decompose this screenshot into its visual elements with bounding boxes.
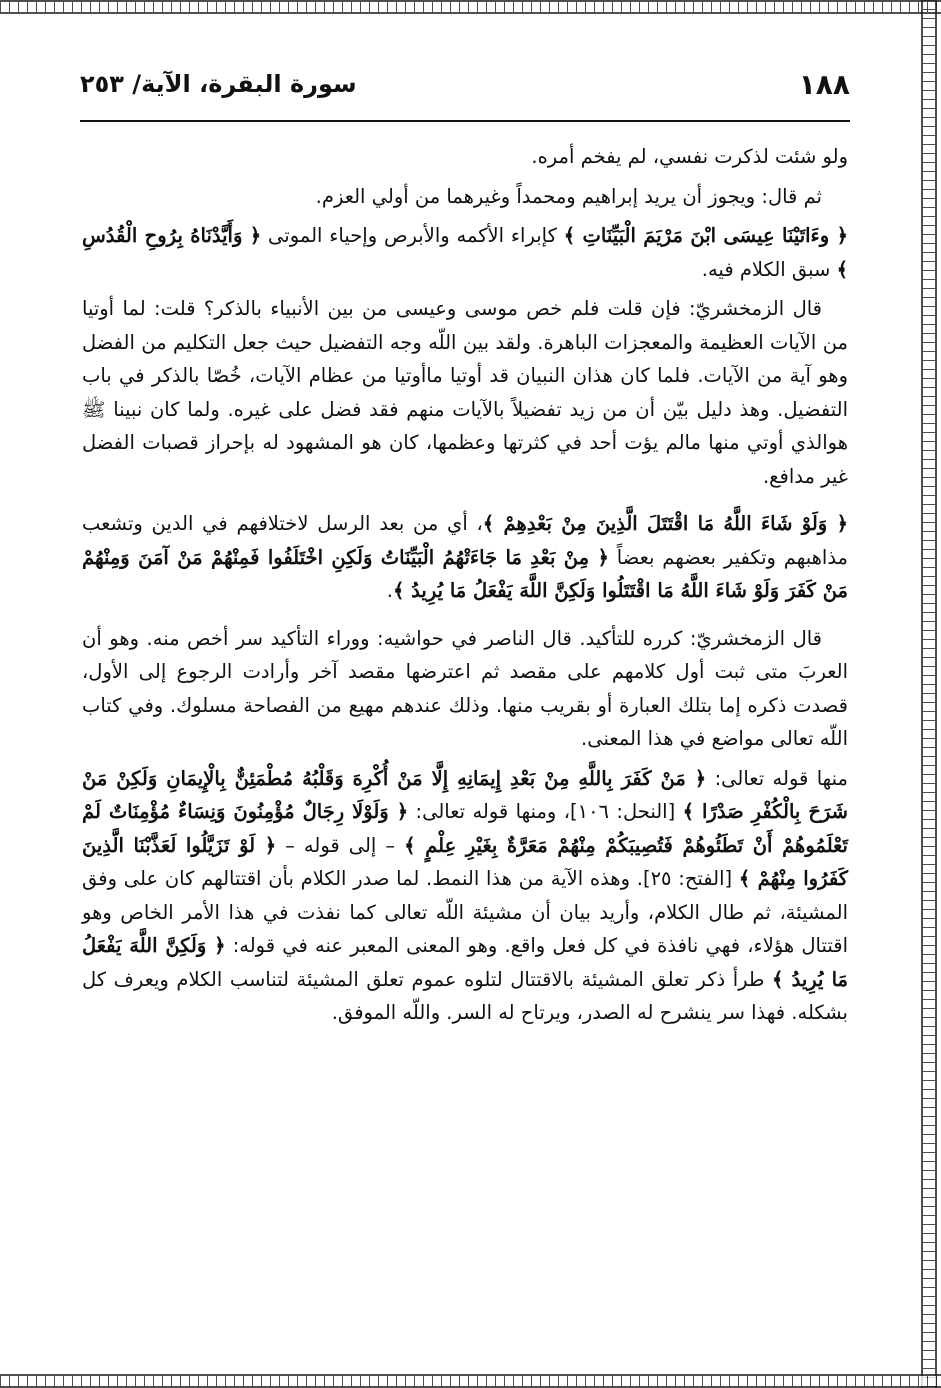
- quran-verse: ﴿ وءَاتَيْنَا عِيسَى ابْنَ مَرْيَمَ الْبَيِّنَاتِ ﴾: [563, 224, 848, 247]
- paragraph-3: [82, 219, 848, 286]
- paragraph-4: قال الزمخشريّ: فإن قلت فلم خص موسى وعيسى من بين الأنبياء بالذكر؟ قلت: لما أوتيا من الآيات العظيمة والمعجزات الباهرة. ولقد بين اللّه وجه التفضيل حيث جعل التكليم من الفضل وهو آية من الآيات. فلما كان هذان النبيان قد أوتيا ماأوتيا من عظام الآيات، خُصّا بالذكر في باب التفضيل. وهذ دليل بيّن أن من زيد تفضيلاً بالآيات منهم فقد فضل على غيره. ولما كان نبينا ﷺ هوالذي أوتي منها مالم يؤت أحد في كثرتها وعظمها، كان هو المشهود له بإحراز قصبات الفضل غير مدافع.: [82, 297, 848, 488]
- paragraph-6: قال الزمخشريّ: كرره للتأكيد. قال الناصر في حواشيه: ووراء التأكيد سر أخص منه. وهو أن العربَ متى ثبت أول كلامهم على مقصد ثم اعترضها مقصد آخر وأرادت الرجوع إلى الأول، قصدت ذكره إما بتلك العبارة أو بقريب منها. وذلك عندهم مهيع من الفصاحة مسلوك. وفي كتاب اللّه تعالى مواضع في هذا المعنى.: [82, 626, 848, 750]
- quran-verse: ﴿ وَلَوْلَا رِجَالٌ مُؤْمِنُونَ وَنِسَاءٌ مُؤْمِنَاتٌ لَمْ تَعْلَمُوهُمْ أَنْ تَطَئُوهُمْ فَتُصِيبَكُمْ مِنْهُمْ مَعَرَّةٌ بِغَيْرِ عِلْمٍ ﴾: [82, 800, 848, 857]
- paragraph-text: .: [386, 579, 393, 602]
- paragraph-text: [النحل: ١٠٦]، ومنها قوله تعالى:: [408, 800, 683, 823]
- page-header: [80, 66, 850, 110]
- paragraph-text: سبق الكلام فيه.: [701, 257, 837, 281]
- paragraph-text: – إلى قوله –: [276, 833, 405, 857]
- quran-verse: ﴿ مَنْ كَفَرَ بِاللَّهِ مِنْ بَعْدِ إِيمَانِهِ إِلَّا مَنْ أُكْرِهَ وَقَلْبُهُ مُطْمَئِنٌّ بِالْإِيمَانِ وَلَكِنْ مَنْ شَرَحَ بِالْكُفْرِ صَدْرًا ﴾: [82, 766, 849, 823]
- page-body: [82, 140, 848, 1036]
- paragraph-5: [82, 507, 848, 608]
- quran-verse: ﴿ وَلَكِنَّ اللَّهَ يَفْعَلُ مَا يُرِيدُ ﴾: [82, 934, 848, 991]
- paragraph-text: [الفتح: ٢٥]. وهذه الآية من هذا النمط. لما صدر الكلام بأن اقتتالهم كان على وفق المشيئة، ثم طال الكلام، وأريد بيان أن مشيئة اللّه تعالى كما نفذت في هذا الأمر الخاص وهو اقتتال هؤلاء، فهي نافذة في كل فعل واقع. وهو المعنى المعبر عنه في قوله:: [82, 867, 848, 957]
- quran-verse: ﴿ وَأَيَّدْنَاهُ بِرُوحِ الْقُدُسِ ﴾: [82, 224, 848, 281]
- paragraph-text: طرأ ذكر تعلق المشيئة بالاقتتال لتلوه عموم تعلق المشيئة لتناسب الكلام ويعرف كل بشكله. فهذا سر ينشرح له الصدر، ويرتاح له السر. واللّه الموفق.: [82, 967, 848, 1024]
- quran-verse: ﴿ مِنْ بَعْدِ مَا جَاءَتْهُمُ الْبَيِّنَاتُ وَلَكِنِ اخْتَلَفُوا فَمِنْهُمْ مَنْ آمَنَ وَمِنْهُمْ مَنْ كَفَرَ وَلَوْ شَاءَ اللَّهُ مَا اقْتَتَلُوا وَلَكِنَّ اللَّهَ يَفْعَلُ مَا يُرِيدُ ﴾: [82, 545, 848, 602]
- page-number: ١٨٨: [798, 68, 850, 101]
- quran-verse: ﴿ لَوْ تَزَيَّلُوا لَعَذَّبْنَا الَّذِينَ كَفَرُوا مِنْهُمْ ﴾: [82, 833, 848, 890]
- paragraph-text: منها قوله تعالى:: [706, 766, 848, 790]
- header-rule: [80, 120, 850, 122]
- paragraph-text: كإبراء الأكمه والأبرص وإحياء الموتى: [261, 224, 564, 247]
- paragraph-2: ثم قال: ويجوز أن يريد إبراهيم ومحمداً وغيرهما من أولي العزم.: [315, 184, 822, 208]
- paragraph-7: [82, 762, 848, 1030]
- ornamental-border-bottom: [0, 1374, 941, 1388]
- ornamental-border-top: [0, 0, 941, 14]
- running-title: سورة البقرة، الآية/ ٢٥٣: [80, 70, 357, 98]
- ornamental-border-right: [921, 0, 937, 1388]
- paragraph-1: ولو شئت لذكرت نفسي، لم يفخم أمره.: [531, 145, 848, 168]
- paragraph-text: ، أي من بعد الرسل لاختلافهم في الدين وتشعب مذاهبهم وتكفير بعضهم بعضاً: [82, 512, 848, 569]
- quran-verse: ﴿ وَلَوْ شَاءَ اللَّهُ مَا اقْتَتَلَ الَّذِينَ مِنْ بَعْدِهِمْ ﴾: [482, 512, 848, 535]
